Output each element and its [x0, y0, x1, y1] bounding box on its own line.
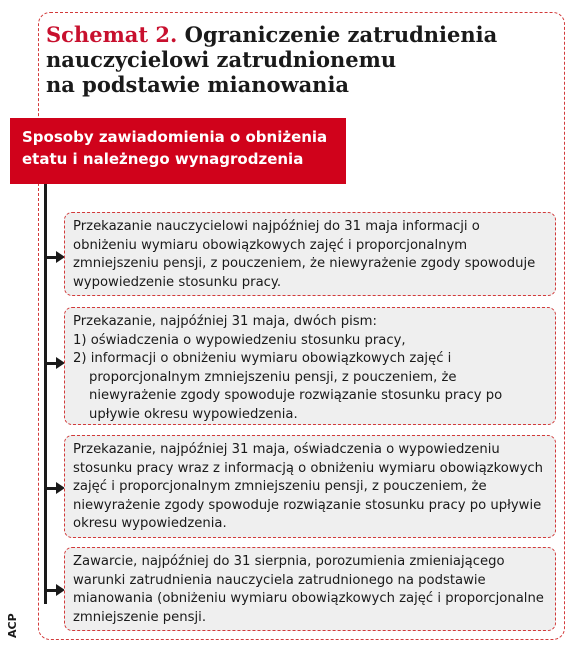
category-banner	[10, 118, 346, 184]
option-box-3	[64, 435, 556, 538]
credit-label: ACP	[6, 613, 19, 638]
option-list	[73, 332, 545, 425]
banner-line-2: etatu i należnego wynagrodzenia	[22, 150, 304, 168]
option-text: Przekazanie nauczycielowi najpóźniej do 31 maja informacji o obniżeniu wymiaru obowiązkowych zajęć i proporcjonalnym zmniejszeniu pensji, z pouczeniem, że niewyrażenie zgody spowoduje wypowiedzenie stosunku pracy.	[73, 219, 536, 290]
arrow-icon	[44, 256, 58, 259]
option-box-2	[64, 307, 556, 425]
banner-line-1: Sposoby zawiadomienia o obniżenia	[22, 128, 328, 146]
option-intro: Przekazanie, najpóźniej 31 maja, dwóch pism:	[73, 314, 377, 329]
connector-spine	[44, 184, 47, 604]
option-box-4	[64, 547, 556, 631]
arrow-icon	[44, 362, 58, 365]
arrow-icon	[44, 589, 58, 592]
title-prefix: Schemat 2.	[46, 22, 178, 47]
option-box-1	[64, 212, 556, 296]
option-text: Zawarcie, najpóźniej do 31 sierpnia, porozumienia zmieniającego warunki zatrudnienia nauczyciela zatrudnionego na podstawie mianowania (obniżeniu wymiaru obowiązkowych zajęć i proporcjonalne zmniejszenie pensji.	[73, 554, 544, 625]
diagram-title	[46, 22, 546, 97]
title-text: Ograniczenie zatrudnienia nauczycielowi zatrudnionemu na podstawie mianowania	[46, 22, 498, 97]
option-text: Przekazanie, najpóźniej 31 maja, oświadczenia o wypowiedzeniu stosunku pracy wraz z informacją o obniżeniu wymiaru obowiązkowych zajęć i proporcjonalnym zmniejszeniu pensji, z pouczeniem, że niewyrażenie zgody spowoduje rozwiązanie stosunku pracy po upływie okresu wypowiedzenia.	[73, 442, 544, 532]
arrow-icon	[44, 487, 58, 490]
list-item: 1) oświadczenia o wypowiedzeniu stosunku pracy,	[73, 332, 406, 348]
list-item: 2) informacji o obniżeniu wymiaru obowiązkowych zajęć i proporcjonalnym zmniejszeniu pensji, z pouczeniem, że niewyrażenie zgody spowoduje rozwiązanie stosunku pracy po upływie okresu wypowiedzenia.	[73, 351, 503, 422]
